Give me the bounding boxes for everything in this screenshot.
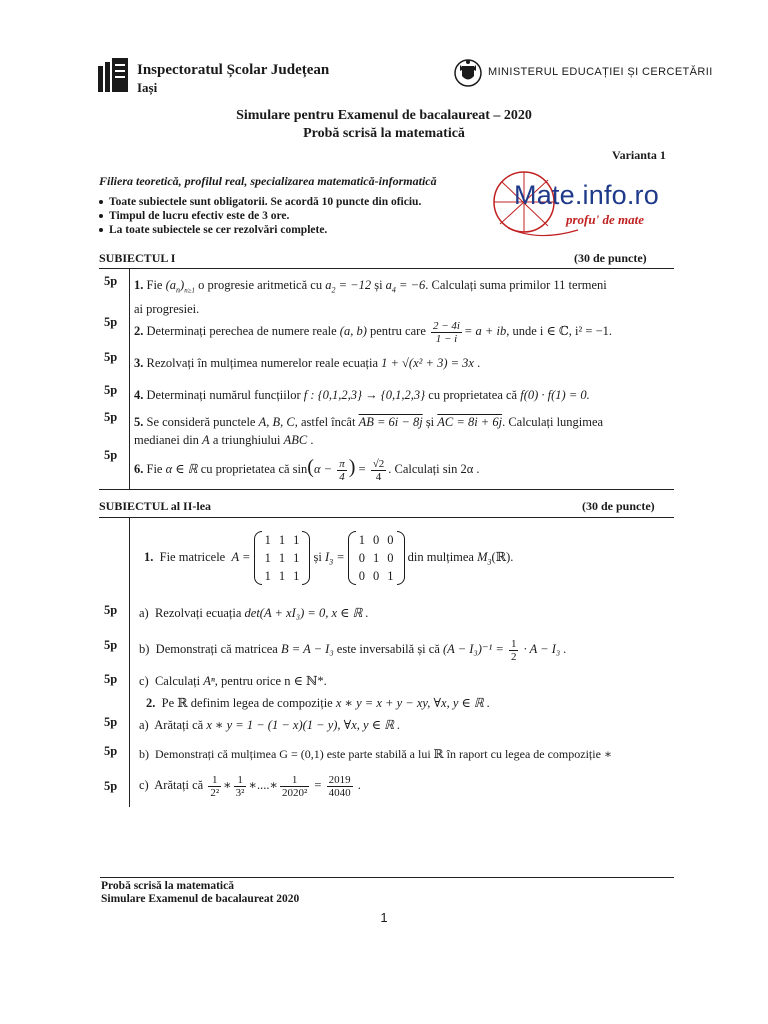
footer-divider	[100, 877, 674, 878]
problem-2b: b) Demonstrați că mulțimea G = (0,1) este parte stabilă a lui ℝ în raport cu legea de compoziție ∗	[139, 747, 613, 761]
item-3: 3. Rezolvați în mulțimea numerelor reale ecuația 1 + √(x² + 3) = 3x .	[134, 356, 481, 370]
item-points: 5p	[104, 603, 118, 617]
subject2-points: (30 de puncte)	[582, 499, 655, 513]
item-points: 5p	[104, 315, 118, 329]
isj-name: Inspectoratul Școlar Județean	[137, 62, 330, 78]
item-1: 1. Fie $(a_n)_{n\ge 1}$ o progresie aritmetică cu $a_2 = -12$ și $a_4 = -6$. Calculați suma primilor 11 termeni ai progresiei.	[134, 278, 607, 316]
divider	[129, 517, 130, 807]
matrix-i3: 1 0 0 0 1 0 0 0 1	[348, 531, 405, 585]
item-2: 2. Determinați perechea de numere reale (a, b) pentru care $\frac{2 - 4i}{1 - i}$ = a + ib, unde i ∈ ℂ, i² = −1.	[134, 319, 612, 345]
stamp-tagline: profu' de mate	[566, 212, 644, 227]
item-points: 5p	[104, 350, 118, 364]
stamp-site-name: Mate.info.ro	[514, 180, 659, 210]
exam-title: Simulare pentru Examenul de bacalaureat – 2020	[236, 108, 532, 123]
item-5: 5. Se consideră punctele A, B, C, astfel încât AB = 6i − 8j și AC = 8i + 6j. Calculați lungimea medianei din A a triunghiului ABC .	[134, 415, 604, 447]
subject2-title: SUBIECTUL al II-lea	[99, 499, 212, 513]
item-points: 5p	[104, 744, 118, 758]
item-points: 5p	[104, 672, 118, 686]
problem-1a: a) Rezolvați ecuația det(A + xI₃) = 0, x ∈ ℝ .	[139, 606, 369, 620]
problem-1-statement: 1. Fie matricele A = 1 1 1 1 1 1 1 1 1 și $I_3$ = 1 0 0 0 1 0 0 0 1 din mulțimea $M_3(ℝ)$.	[144, 533, 514, 583]
footer-line2: Simulare Examenul de bacalaureat 2020	[101, 893, 300, 905]
coat-of-arms-icon	[454, 57, 482, 89]
item-points: 5p	[104, 715, 118, 729]
divider	[99, 489, 674, 490]
matrix-a: 1 1 1 1 1 1 1 1 1	[254, 531, 311, 585]
footer-line1: Probă scrisă la matematică	[101, 880, 234, 892]
divider	[99, 517, 674, 518]
problem-2-statement: 2. Pe ℝ definim legea de compoziție x ∗ y = x + y − xy, ∀x, y ∈ ℝ .	[146, 696, 491, 710]
problem-1c: c) Calculați Aⁿ, pentru orice n ∈ ℕ*.	[139, 674, 327, 688]
isj-city: Iași	[137, 80, 158, 95]
problem-1b: b) Demonstrați că matricea B = A − I₃ este inversabilă și că (A − I₃)⁻¹ = $\frac{1}{2}$ · A − I₃ .	[139, 637, 567, 663]
subject1-title: SUBIECTUL I	[99, 251, 176, 265]
item-points: 5p	[104, 448, 118, 462]
item-points: 5p	[104, 638, 118, 652]
rule-item: Timpul de lucru efectiv este de 3 ore.	[99, 210, 289, 222]
problem-2a: a) Arătați că x ∗ y = 1 − (1 − x)(1 − y), ∀x, y ∈ ℝ .	[139, 718, 401, 732]
problem-2c: c) Arătați că $\frac{1}{\text{2²}}$ ∗ $\frac{1}{\text{3²}}$ ∗....∗ $\frac{1}{\text{2020²}}$ = $\frac{2019}{4040}$ .	[139, 773, 361, 799]
subject1-points: (30 de puncte)	[574, 251, 647, 265]
item-points: 5p	[104, 410, 118, 424]
item-points: 5p	[104, 779, 118, 793]
item-points: 5p	[104, 383, 118, 397]
ministry-name: MINISTERUL EDUCAȚIEI ȘI CERCETĂRII	[488, 66, 713, 78]
item-points: 5p	[104, 274, 118, 288]
variant-label: Varianta 1	[612, 148, 666, 162]
item-6: 6. Fie α ∈ ℝ cu proprietatea că sin(α − $\frac{\pi}{4}$ ) = $\frac{√2}{4}$ . Calculați sin 2α .	[134, 456, 480, 483]
rule-item: Toate subiectele sunt obligatorii. Se acordă 10 puncte din oficiu.	[99, 196, 421, 208]
divider	[129, 268, 130, 490]
divider	[99, 268, 674, 269]
rule-item: La toate subiectele se cer rezolvări complete.	[99, 224, 327, 236]
item-4: 4. Determinați numărul funcțiilor f : {0,1,2,3} → {0,1,2,3} cu proprietatea că f(0) · f(1) = 0.	[134, 388, 590, 402]
page-number: 1	[380, 910, 388, 925]
exam-subtitle: Probă scrisă la matematică	[303, 126, 465, 141]
isj-logo-icon	[98, 58, 128, 92]
filiera-text: Filiera teoretică, profilul real, specializarea matematică-informatică	[99, 174, 437, 188]
